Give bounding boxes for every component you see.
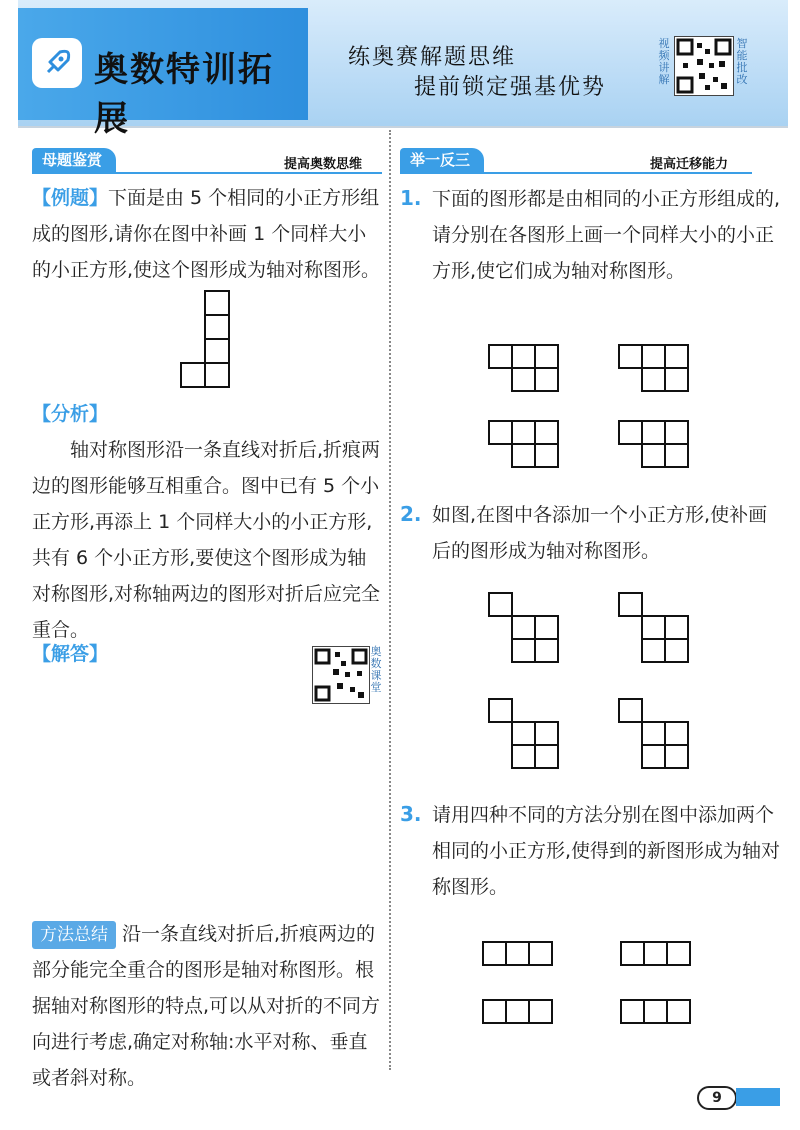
grid-square [641, 638, 666, 663]
grid-square [180, 362, 206, 388]
grid-square [618, 420, 643, 445]
grid-square [511, 367, 536, 392]
grid-square [534, 638, 559, 663]
grid-square [511, 344, 536, 369]
question-1-number: 1. [400, 186, 422, 210]
section-tag-left: 母题鉴赏 [32, 148, 116, 172]
lesson-qr-code-icon[interactable] [312, 646, 370, 704]
grid-square [534, 367, 559, 392]
grid-square [488, 698, 513, 723]
grid-square [664, 420, 689, 445]
grid-square [511, 615, 536, 640]
example-text: 下面是由 5 个相同的小正方形组成的图形,请你在图中补画 1 个同样大小的小正方形,使这个图形成为轴对称图形。 [32, 187, 381, 281]
grid-square [505, 999, 530, 1024]
section-underline-left [32, 172, 382, 174]
grid-square [488, 592, 513, 617]
qr-grading-label: 智能批改 [736, 37, 748, 86]
grid-square [641, 615, 666, 640]
question-2 [400, 496, 782, 569]
example-paragraph [32, 180, 384, 288]
grid-square [204, 290, 230, 316]
grid-square [511, 744, 536, 769]
example-tag: 【例题】 [32, 187, 109, 209]
method-summary [32, 916, 384, 1096]
section-underline-right [400, 172, 752, 174]
grid-square [528, 999, 553, 1024]
grid-square [534, 344, 559, 369]
grid-square [618, 344, 643, 369]
grid-square [643, 941, 668, 966]
grid-square [664, 443, 689, 468]
grid-square [620, 941, 645, 966]
grid-square [618, 698, 643, 723]
slogan-line-1: 练奥赛解题思维 [348, 45, 517, 70]
banner-title: 奥数特训拓展 [94, 50, 274, 139]
question-3-number: 3. [400, 802, 422, 826]
grid-square [534, 744, 559, 769]
page-number: 9 [697, 1086, 737, 1110]
question-2-text: 如图,在图中各添加一个小正方形,使补画后的图形成为轴对称图形。 [432, 504, 768, 562]
section-subtitle-right: 提高迁移能力 [650, 157, 729, 172]
section-tag-right: 举一反三 [400, 148, 484, 172]
grid-square [664, 344, 689, 369]
grid-square [534, 721, 559, 746]
grid-square [204, 314, 230, 340]
grid-square [618, 592, 643, 617]
question-3 [400, 796, 782, 905]
grid-square [534, 443, 559, 468]
question-2-number: 2. [400, 502, 422, 526]
grid-square [505, 941, 530, 966]
grid-square [641, 420, 666, 445]
grid-square [620, 999, 645, 1024]
question-1-text: 下面的图形都是由相同的小正方形组成的,请分别在各图形上画一个同样大小的小正方形,使它们成为轴对称图形。 [432, 188, 781, 282]
qr-code-icon[interactable] [674, 36, 734, 96]
question-1 [400, 180, 782, 289]
banner-title-block [18, 8, 308, 139]
grid-square [482, 999, 507, 1024]
grid-square [528, 941, 553, 966]
slogan-line-2: 提前锁定强基优势 [414, 75, 607, 100]
grid-square [534, 615, 559, 640]
column-divider [389, 130, 391, 1070]
answer-tag: 【解答】 [32, 643, 109, 665]
header-banner [18, 0, 788, 139]
grid-square [488, 344, 513, 369]
grid-square [511, 443, 536, 468]
grid-square [664, 721, 689, 746]
grid-square [511, 721, 536, 746]
grid-square [664, 615, 689, 640]
rocket-icon [32, 38, 82, 88]
grid-square [488, 420, 513, 445]
grid-square [204, 362, 230, 388]
grid-square [511, 638, 536, 663]
analysis-text: 轴对称图形沿一条直线对折后,折痕两边的图形能够互相重合。图中已有 5 个小正方形,再添上 1 个同样大小的小正方形,共有 6 个小正方形,要使这个图形成为轴对称图形,对称轴两边的图形对折后应完全重合。 [32, 439, 381, 641]
method-tag: 方法总结 [32, 921, 116, 949]
grid-square [641, 744, 666, 769]
grid-square [641, 443, 666, 468]
grid-square [666, 999, 691, 1024]
question-3-text: 请用四种不同的方法分别在图中添加两个相同的小正方形,使得到的新图形成为轴对称图形。 [432, 804, 781, 898]
page-number-bar [736, 1088, 780, 1106]
grid-square [664, 638, 689, 663]
grid-square [204, 338, 230, 364]
analysis-tag: 【分析】 [32, 403, 109, 425]
lesson-qr-label: 奥数课堂 [370, 645, 382, 694]
method-text: 沿一条直线对折后,折痕两边的部分能完全重合的图形是轴对称图形。根据轴对称图形的特点,可以从对折的不同方向进行考虑,确定对称轴:水平对称、垂直或者斜对称。 [32, 923, 381, 1089]
grid-square [482, 941, 507, 966]
grid-square [664, 367, 689, 392]
section-subtitle-left: 提高奥数思维 [284, 157, 363, 172]
grid-square [534, 420, 559, 445]
grid-square [511, 420, 536, 445]
grid-square [641, 344, 666, 369]
grid-square [641, 367, 666, 392]
grid-square [664, 744, 689, 769]
qr-video-label: 视频讲解 [658, 37, 670, 86]
grid-square [641, 721, 666, 746]
grid-square [666, 941, 691, 966]
grid-square [643, 999, 668, 1024]
